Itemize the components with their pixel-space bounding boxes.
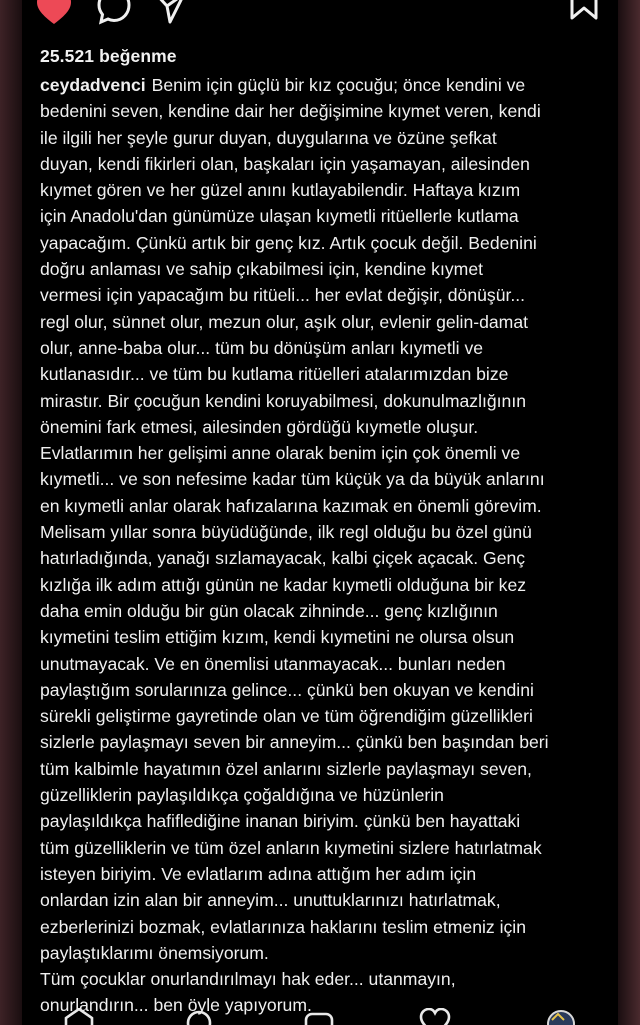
caption-line: onurlandırın... ben öyle yapıyorum.	[40, 995, 312, 1016]
caption-line: paylaşıldıkça hafiflediğine inanan biriyim. çünkü ben hayattaki	[40, 811, 521, 832]
activity-heart-icon[interactable]	[418, 1008, 452, 1025]
caption-line: doğru anlaması ve sahip çıkabilmesi için, kendine kıymet	[40, 259, 483, 280]
background-left-edge	[0, 0, 22, 1025]
caption-line: kıymetini teslim ettiğim kızım, kendi kıymetini ne olursa olsun	[40, 627, 515, 648]
bottom-navigation	[22, 1008, 618, 1025]
caption-line: Evlatlarımın her gelişimi anne olarak benim için çok önemli ve	[40, 443, 521, 464]
caption-line: sürekli geliştirme gayretinde olan ve tüm öğrendiğim güzellikleri	[40, 706, 533, 727]
caption-line: kıymet gören ve her güzel anını kutlayabilendir. Haftaya kızım	[40, 180, 521, 201]
caption-line: hatırladığında, yanağı sızlamayacak, kalbi çiçek açacak. Genç	[40, 548, 526, 569]
post-caption	[40, 72, 610, 1019]
caption-line: paylaştığım sorularınıza gelince... çünkü ben okuyan ve kendini	[40, 679, 534, 700]
bookmark-save-icon[interactable]	[566, 0, 602, 26]
comment-icon[interactable]	[96, 0, 132, 26]
post-action-bar	[22, 0, 618, 30]
caption-line: sizlerle paylaşmayı seven bir anneyim... çünkü ben başından beri	[40, 732, 549, 753]
caption-line: önemini fark etmesi, ailesinden gördüğü kıymetle oluşur.	[40, 416, 479, 437]
likes-count[interactable]: 25.521 beğenme	[40, 46, 177, 66]
reels-icon[interactable]	[302, 1008, 336, 1025]
caption-line: onlardan izin alan bir anneyim... unuttuklarınızı hatırlatmak,	[40, 890, 501, 911]
caption-line: kızlığa ilk adım attığı günün ne kadar kıymetli olduğuna bir kez	[40, 574, 527, 595]
caption-text	[40, 75, 549, 1015]
caption-line: isteyen biriyim. Ve evlatlarım adına attığım her adım için	[40, 863, 477, 884]
caption-line: tüm güzelliklerin ve tüm özel anların kıymetini sizlere hatırlatmak	[40, 837, 542, 858]
caption-line: ile ilgili her şeyle gurur duyan, duygularına ve özüne şefkat	[40, 127, 497, 148]
caption-line: için Anadolu'dan günümüze ulaşan kıymetli ritüellerle kutlama	[40, 206, 519, 227]
home-icon[interactable]	[62, 1008, 96, 1025]
caption-line: unutmayacak. Ve en önemlisi utanmayacak... bunları neden	[40, 653, 506, 674]
caption-line: tüm kalbimle hayatımın özel anlarını sizlerle paylaşmayı seven,	[40, 758, 532, 779]
caption-line: regl olur, sünnet olur, mezun olur, aşık olur, evlenir gelin-damat	[40, 311, 529, 332]
post-screen	[22, 0, 618, 1025]
caption-line: daha emin olduğu bir gün olacak zihninde... genç kızlığının	[40, 600, 498, 621]
caption-line: Tüm çocuklar onurlandırılmayı hak eder... utanmayın,	[40, 969, 456, 990]
caption-line: bedenini seven, kendine dair her değişimine kıymet veren, kendi	[40, 101, 541, 122]
caption-line: duyan, kendi fikirleri olan, başkaları için yaşamayan, ailesinden	[40, 153, 530, 174]
caption-line: ezberlerinizi bozmak, evlatlarınıza haklarını teslim etmeniz için	[40, 916, 526, 937]
caption-line: kıymetli... ve son nefesime kadar tüm küçük ya da büyük anlarını	[40, 469, 545, 490]
caption-line: en kıymetli anlar olarak hafızalarına kazımak en önemli görevim.	[40, 495, 542, 516]
background-right-edge	[618, 0, 640, 1025]
caption-line: vermesi için yapacağım bu ritüeli... her evlat değişir, dönüşür...	[40, 285, 526, 306]
caption-line: paylaştıklarımı önemsiyorum.	[40, 942, 269, 963]
caption-line: yapacağım. Çünkü artık bir genç kız. Artık çocuk değil. Bedenini	[40, 232, 537, 253]
caption-line: kutlanasıdır... ve tüm bu kutlama ritüelleri atalarımızdan bize	[40, 364, 509, 385]
caption-line: olur, anne-baba olur... tüm bu dönüşüm anları kıymetli ve	[40, 337, 484, 358]
profile-avatar[interactable]	[544, 1008, 578, 1025]
like-heart-icon[interactable]	[36, 0, 72, 26]
caption-line: güzelliklerin paylaşıldıkça çoğaldığına ve hüzünlerin	[40, 785, 444, 806]
caption-line: Melisam yıllar sonra büyüdüğünde, ilk regl olduğu bu özel günü	[40, 522, 532, 543]
caption-line: mirastır. Bir çocuğun kendini koruyabilmesi, dokunulmazlığının	[40, 390, 527, 411]
share-send-icon[interactable]	[152, 0, 188, 26]
caption-username[interactable]: ceydadvenci	[40, 75, 146, 95]
caption-line: Benim için güçlü bir kız çocuğu; önce kendini ve	[151, 75, 526, 95]
search-icon[interactable]	[182, 1008, 216, 1025]
